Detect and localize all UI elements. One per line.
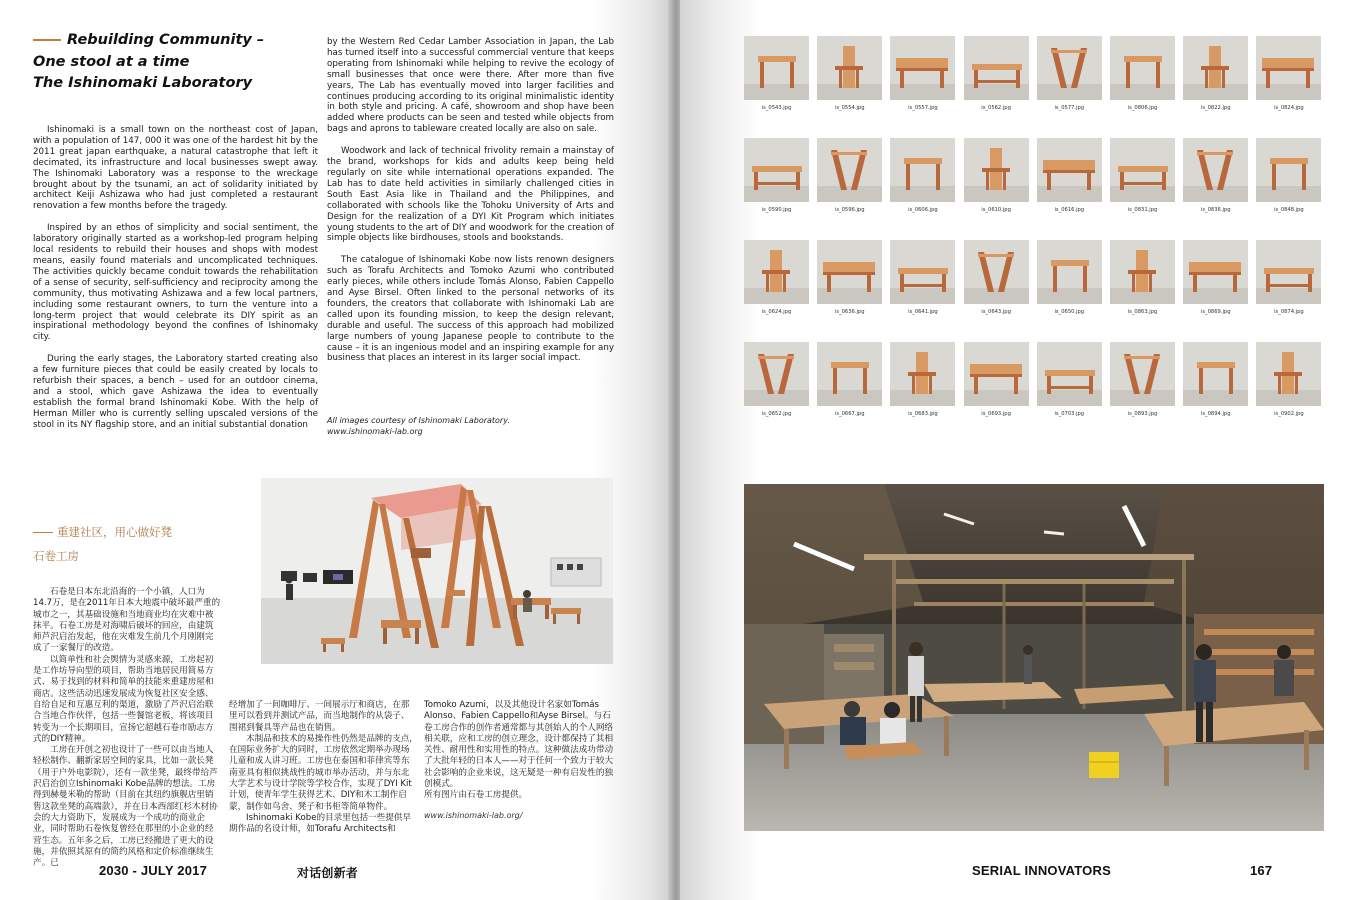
product-photo xyxy=(964,36,1029,100)
thumbnail-filename: is_0869.jpg xyxy=(1200,309,1231,315)
thumbnail-filename: is_0624.jpg xyxy=(761,309,792,315)
product-photo xyxy=(1110,36,1175,100)
thumbnail-filename: is_0652.jpg xyxy=(761,411,792,417)
product-photo xyxy=(890,342,955,406)
product-thumbnail[interactable] xyxy=(1110,36,1175,111)
product-photo xyxy=(744,138,809,202)
chinese-title-block xyxy=(33,520,172,568)
paragraph: 经增加了一间咖啡厅、一间展示厅和商店，在那里可以看到并测试产品，而当地制作的从袋子、围裙到餐具等产品也在销售。 xyxy=(229,700,410,733)
product-photo xyxy=(964,342,1029,406)
product-photo xyxy=(744,36,809,100)
product-thumbnail[interactable] xyxy=(964,240,1029,315)
thumbnail-filename: is_0650.jpg xyxy=(1054,309,1085,315)
title-accent-rule xyxy=(33,39,61,41)
product-photo xyxy=(1110,138,1175,202)
product-thumbnail[interactable] xyxy=(1183,138,1248,213)
paragraph: Ishinomaki is a small town on the northeast cost of Japan, with a population of 147, 000 it was one of the hardest hit by the 2011 great japan earthquake, a natural catastrophe that left it decimated, its infrastructure and local businesses swept away. The Ishinomaki Laboratory was a response to the wreckage brought about by the tsunami, an act of solidarity initiated by architect Keiji Ashizawa who had just completed a restaurant renovation a few months before the tragedy. xyxy=(33,125,318,212)
workshop-photo xyxy=(744,484,1324,831)
thumbnail-filename: is_0641.jpg xyxy=(908,309,938,315)
title-line-3: The Ishinomaki Laboratory xyxy=(33,75,253,91)
english-column-2 xyxy=(327,37,614,375)
product-photo xyxy=(1256,342,1321,406)
thumbnail-filename: is_0667.jpg xyxy=(834,411,865,417)
page-number: 167 xyxy=(1250,863,1273,878)
thumbnail-filename: is_0831.jpg xyxy=(1127,207,1158,213)
product-photo xyxy=(1037,240,1102,304)
product-thumbnail[interactable] xyxy=(817,342,882,417)
product-thumbnail[interactable] xyxy=(817,36,882,111)
product-photo xyxy=(817,240,882,304)
thumbnail-filename: is_0703.jpg xyxy=(1054,411,1085,417)
product-thumbnail[interactable] xyxy=(1256,36,1321,111)
thumbnail-filename: is_0554.jpg xyxy=(834,105,865,111)
workshop-illustration xyxy=(744,484,1324,831)
product-photo xyxy=(1183,342,1248,406)
product-photo xyxy=(890,240,955,304)
thumbnail-filename: is_0836.jpg xyxy=(1200,207,1231,213)
paragraph: by the Western Red Cedar Lamber Association in Japan, the Lab has turned itself into a successful commercial venture that keeps operating from Ishinomaki while helping to revive the ecology of small businesses that once were there. After more than five years, The Lab has eventually moved into larger facilities and continues producing according to its original minimalistic identity in both style and pricing. A café, showroom and shop have been added where products can be seen and tested while objects from bags and aprons to tableware created locally are also on sale. xyxy=(327,37,614,135)
chinese-column-3 xyxy=(424,700,614,821)
product-thumbnail[interactable] xyxy=(1256,240,1321,315)
paragraph: The catalogue of Ishinomaki Kobe now lists renown designers such as Torafu Architects and Tomoko Azumi who contributed early pieces, while others include Tomás Alonso, Fabien Cappello and Ayse Birsel. Often linked to the personal networks of its founders, the creators that collaborate with Ishinomaki Lab are called upon its founding mission, to keep the design relevant, durable and useful. The success of this approach had mobilized large numbers of young Japanese people to contribute to the cause – it is an ingenious model and an inspiring example for any business that places an interest in its larger social impact. xyxy=(327,255,614,364)
product-thumbnail[interactable] xyxy=(1110,138,1175,213)
product-photo xyxy=(1183,240,1248,304)
product-photo xyxy=(964,240,1029,304)
paragraph: Tomoko Azumi，以及其他设计名家如Tomás Alonso、Fabien Cappello和Ayse Birsel。与石卷工房合作的创作者通常都与其创始人的个人网络相关联，应和工房的创立理念，设计都保持了其相关性、耐用性和实用性的特点。这种做法成功带动了大批年轻的日本人——对于任何一个致力于较大社会影响的企业来说，这无疑是一种有启发性的独创模式。 xyxy=(424,700,614,790)
paragraph: Woodwork and lack of technical frivolity remain a mainstay of the brand, workshops for kids and adults keep being held regularly on site while international operations expanded. The Lab has to date held activities in similarly challenged cities in South East Asia like in Thailand and the Philippines, and collaborated with schools like the Tohoku University of Arts and Design for the realization of a DYI Kit Program which initiates young students to the art of DIY and woodwork for the creation of simple objects like birdhouses, stools and bookstands. xyxy=(327,146,614,244)
product-thumbnail[interactable] xyxy=(890,36,955,111)
product-photo xyxy=(817,36,882,100)
product-photo xyxy=(817,342,882,406)
thumbnail-filename: is_0893.jpg xyxy=(1127,411,1158,417)
section-name-cn: 对话创新者 xyxy=(297,866,359,880)
product-thumbnail[interactable] xyxy=(1110,342,1175,417)
paragraph: During the early stages, the Laboratory started creating also a few furniture pieces that could be easily created by locals to refurbish their spaces, a bench – used for an outdoor cinema, and a stool, which gave Ashizawa the idea to eventually establish the formal brand Ishinomaki Kobe. With the help of Herman Miller who is currently selling upscaled versions of the stool in its NY flagship store, and an initial substantial donation xyxy=(33,354,318,430)
product-thumbnail[interactable] xyxy=(964,342,1029,417)
thumbnail-filename: is_0894.jpg xyxy=(1200,411,1231,417)
thumbnail-filename: is_0606.jpg xyxy=(908,207,938,213)
thumbnail-filename: is_0596.jpg xyxy=(834,207,865,213)
chinese-column-2 xyxy=(229,700,418,836)
thumbnail-filename: is_0616.jpg xyxy=(1054,207,1085,213)
product-photo xyxy=(964,138,1029,202)
thumbnail-filename: is_0848.jpg xyxy=(1274,207,1304,213)
paragraph: 木制品和技术的易操作性仍然是品牌的支点，在国际业务扩大的同时，工房依然定期举办现场儿童和成人讲习班。工房也在泰国和菲律宾等东南亚具有相似挑战性的城市举办活动，并与东北大学艺术与设计学院等学校合作，实现了DYI Kit计划，使青年学生获得艺术、DIY和木工制作启蒙，制作如鸟舍、凳子和书柜等简单物件。 xyxy=(229,733,418,812)
cn-subtitle: 石卷工房 xyxy=(33,549,79,563)
product-photo xyxy=(1183,36,1248,100)
thumbnail-filename: is_0822.jpg xyxy=(1200,105,1231,111)
thumbnail-filename: is_0562.jpg xyxy=(981,105,1011,111)
cn-title: 重建社区，用心做好凳 xyxy=(57,525,172,539)
thumbnail-filename: is_0643.jpg xyxy=(981,309,1011,315)
english-column-1 xyxy=(33,125,318,442)
thumbnail-filename: is_0610.jpg xyxy=(981,207,1011,213)
credits-text: All images courtesy of Ishinomaki Laboratory. xyxy=(327,416,510,425)
product-thumbnail[interactable] xyxy=(1183,36,1248,111)
product-thumbnail[interactable] xyxy=(964,36,1029,111)
product-photo xyxy=(1037,36,1102,100)
product-thumbnail[interactable] xyxy=(890,240,955,315)
product-thumbnail[interactable] xyxy=(1037,138,1102,213)
product-thumbnail[interactable] xyxy=(744,36,809,111)
product-photo xyxy=(890,36,955,100)
exhibition-photo xyxy=(261,478,613,664)
product-photo xyxy=(1037,342,1102,406)
paragraph: 石卷是日本东北沿海的一个小镇，人口为14.7万，是在2011年日本大地震中破坏最严重的城市之一，其基础设施和当地商业均在灾难中被抹平。石卷工房是对海啸后破坏的回应，由建筑师芦沢启治发起，他在灾难发生前几个月刚刚完成了一家餐厅的改造。 xyxy=(33,587,221,654)
product-thumbnail[interactable] xyxy=(817,138,882,213)
thumbnail-filename: is_0874.jpg xyxy=(1274,309,1304,315)
title-line-2: One stool at a time xyxy=(33,53,190,70)
product-thumbnail[interactable] xyxy=(1110,240,1175,315)
product-thumbnail[interactable] xyxy=(890,342,955,417)
product-thumbnail[interactable] xyxy=(1256,138,1321,213)
product-photo xyxy=(1110,342,1175,406)
product-photo xyxy=(1256,138,1321,202)
chinese-column-1 xyxy=(33,587,221,869)
article-title xyxy=(33,30,313,95)
product-photo xyxy=(890,138,955,202)
thumbnail-filename: is_0863.jpg xyxy=(1127,309,1158,315)
product-photo xyxy=(1256,240,1321,304)
issue-folio: 2030 - JULY 2017 xyxy=(99,863,208,878)
thumbnail-filename: is_0590.jpg xyxy=(761,207,792,213)
product-thumbnail[interactable] xyxy=(1037,342,1102,417)
thumbnail-filename: is_0543.jpg xyxy=(761,105,792,111)
product-photo xyxy=(1037,138,1102,202)
thumbnail-filename: is_0683.jpg xyxy=(908,411,938,417)
thumbnail-filename: is_0557.jpg xyxy=(908,105,938,111)
thumbnail-filename: is_0636.jpg xyxy=(834,309,865,315)
product-photo xyxy=(1183,138,1248,202)
thumbnail-filename: is_0806.jpg xyxy=(1127,105,1158,111)
product-thumbnail[interactable] xyxy=(1256,342,1321,417)
left-page xyxy=(0,0,672,900)
product-thumbnail[interactable] xyxy=(744,138,809,213)
paragraph: Inspired by an ethos of simplicity and social sentiment, the laboratory originally started as a workshop-led program helping local residents to rebuild their houses and shops with modest means, easily found materials and uncomplicated techniques. The activities quickly became conduit towards the rehabilitation of a sense of security, self-sufficiency and reciprocity among the community, thus motivating Ashizawa and a few local partners, including some restaurant owners, to turn the venture into a long-term project that would celebrate its DIY spirit as an inspirational methodology beyond the confines of Ishinomaky city. xyxy=(33,223,318,343)
thumbnail-filename: is_0693.jpg xyxy=(981,411,1011,417)
title-line-1: Rebuilding Community – xyxy=(67,32,265,48)
product-thumbnail[interactable] xyxy=(817,240,882,315)
image-credits xyxy=(327,415,607,437)
thumbnail-filename: is_0902.jpg xyxy=(1274,411,1304,417)
product-thumbnail[interactable] xyxy=(744,240,809,315)
credits-url[interactable]: www.ishinomaki-lab.org xyxy=(327,427,423,436)
product-thumbnail[interactable] xyxy=(1037,36,1102,111)
product-thumbnail[interactable] xyxy=(1183,240,1248,315)
cn-title-accent-rule xyxy=(33,532,53,534)
exhibition-illustration xyxy=(261,478,613,664)
paragraph: 以简单性和社会舆情为灵感来源，工房起初是工作坊导向型的项目，帮助当地居民用简易方式、易于找到的材料和简单的技能来重建房屋和商店。这些活动迅速发展成为恢复社区安全感、自给自足和互惠互利的渠道，激励了芦沢启治联合当地合作伙伴，包括一些餐馆老板，将该项目转变为一个长期项目，宣扬它超越石卷市励志方式的DIY精神。 xyxy=(33,654,214,744)
product-thumbnail[interactable] xyxy=(890,138,955,213)
product-photo xyxy=(1110,240,1175,304)
product-thumbnail[interactable] xyxy=(744,342,809,417)
cn-credits-url[interactable]: www.ishinomaki-lab.org/ xyxy=(424,810,523,820)
product-thumbnail[interactable] xyxy=(1183,342,1248,417)
paragraph: Ishinomaki Kobe的目录里包括一些提供早期作品的名设计师，如Torafu Architects和 xyxy=(229,812,412,835)
thumbnail-filename: is_0824.jpg xyxy=(1274,105,1304,111)
section-name-en: SERIAL INNOVATORS xyxy=(972,863,1111,878)
product-photo xyxy=(1256,36,1321,100)
thumbnail-filename: is_0577.jpg xyxy=(1054,105,1085,111)
product-photo xyxy=(744,342,809,406)
product-photo xyxy=(817,138,882,202)
product-thumbnail[interactable] xyxy=(964,138,1029,213)
product-photo xyxy=(744,240,809,304)
cn-image-credits: 所有图片由石卷工房提供。 xyxy=(424,790,528,801)
product-thumbnail[interactable] xyxy=(1037,240,1102,315)
paragraph: 工房在开创之初也设计了一些可以由当地人轻松制作、翻新家居空间的家具，比如一款长凳（用于户外电影院），还有一款坐凳，最终带给芦沢启治创立Ishinomaki Kobe品牌的想法。工房得到赫曼米勒的帮助（目前在其纽约旗舰店里销售这款坐凳的高端款），并在日本西部红杉木材协会的大力资助下，发展成为一个成功的商业企业，同时帮助石卷恢复曾经在那里的小企业的经营生态。五年多之后，工房已经搬进了更大的设施，并依照其原有的简约风格和定价标准继续生产。已 xyxy=(33,745,218,869)
